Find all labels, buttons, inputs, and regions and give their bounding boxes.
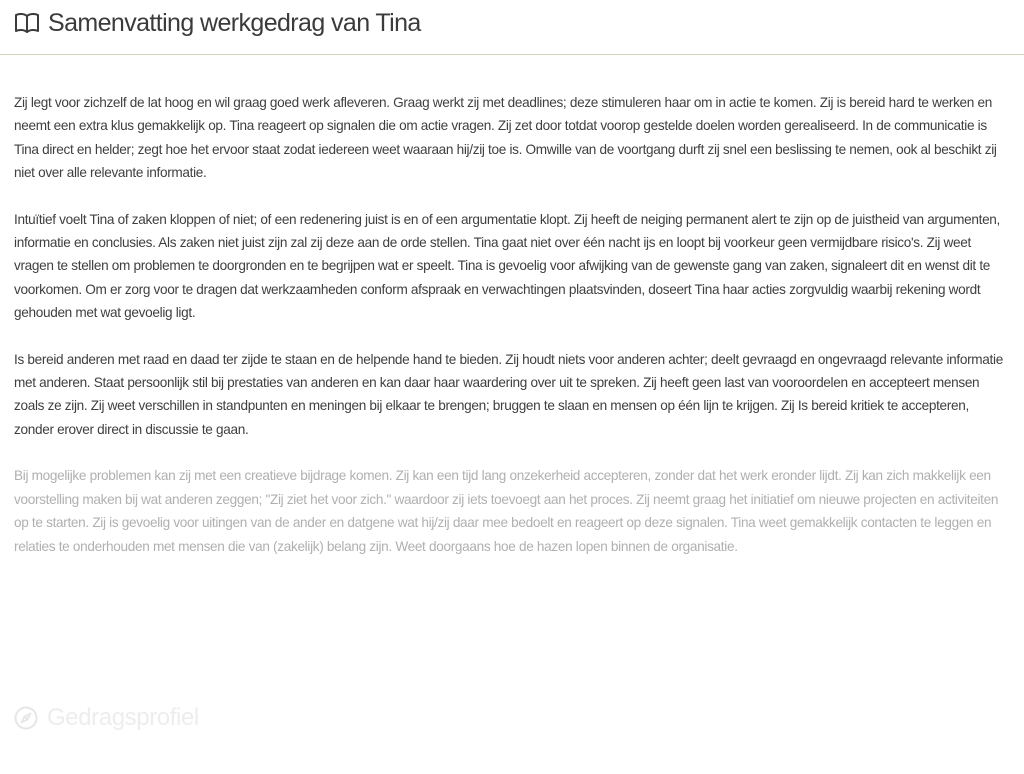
compass-icon [14, 706, 38, 730]
section-title: Gedragsprofiel [47, 704, 199, 731]
summary-paragraph: Zij legt voor zichzelf de lat hoog en wil graag goed werk afleveren. Graag werkt zij met deadlines; deze stimuleren haar om in actie te komen. Zij is bereid hard te werken en neemt een extra klus gemakkelijk op. Tina reageert op signalen die om actie vragen. Zij zet door totdat voorop gestelde doelen worden gerealiseerd. In de communicatie is Tina direct en helder; zegt hoe het ervoor staat zodat iedereen weet waaraan hij/zij toe is. Omwille van de voortgang durft zij snel een beslissing te nemen, ook al beschikt zij niet over alle relevante informatie. [14, 95, 997, 181]
page-header [0, 0, 1024, 55]
open-book-icon [14, 12, 40, 34]
page-title: Samenvatting werkgedrag van Tina [48, 9, 421, 37]
summary-content [14, 91, 1008, 581]
summary-paragraph: Intuïtief voelt Tina of zaken kloppen of niet; of een redenering juist is en of een argumentatie klopt. Zij heeft de neiging permanent alert te zijn op de juistheid van argumenten, informatie en conclusies. Als zaken niet juist zijn zal zij deze aan de orde stellen. Tina gaat niet over één nacht ijs en loopt bij voorkeur geen vermijdbare risico's. Zij weet vragen te stellen om problemen te doorgronden en te begrijpen wat er speelt. Tina is gevoelig voor afwijking van de gewenste gang van zaken, signaleert dit en wenst dit te voorkomen. Om er zorg voor te dragen dat werkzaamheden conform afspraak en verwachtingen plaatsvinden, doseert Tina haar acties zorgvuldig waarbij rekening wordt gehouden met wat gevoelig ligt. [14, 211, 1001, 321]
summary-paragraph: Bij mogelijke problemen kan zij met een creatieve bijdrage komen. Zij kan een tijd lang onzekerheid accepteren, zonder dat het werk eronder lijdt. Zij kan zich makkelijk een voorstelling maken bij wat anderen zeggen; "Zij ziet het voor zich." waardoor zij iets toevoegt aan het proces. Zij neemt graag het initiatief om nieuwe projecten en activiteiten op te starten. Zij is gevoelig voor uitingen van de ander en datgene wat hij/zij daar mee bedoelt en reageert op deze signalen. Tina weet gemakkelijk contacten te leggen en relaties te onderhouden met mensen die van (zakelijk) belang zijn. Weet doorgaans hoe de hazen lopen binnen de organisatie. [14, 468, 999, 554]
summary-paragraph: Is bereid anderen met raad en daad ter zijde te staan en de helpende hand te bieden. Zij houdt niets voor anderen achter; deelt gevraagd en ongevraagd relevante informatie met anderen. Staat persoonlijk stil bij prestaties van anderen en kan daar haar waardering over uit te spreken. Zij heeft geen last van vooroordelen en accepteert mensen zoals ze zijn. Zij weet verschillen in standpunten en meningen bij elkaar te brengen; bruggen te slaan en mensen op één lijn te krijgen. Zij Is bereid kritiek te accepteren, zonder erover direct in discussie te gaan. [14, 351, 1003, 437]
